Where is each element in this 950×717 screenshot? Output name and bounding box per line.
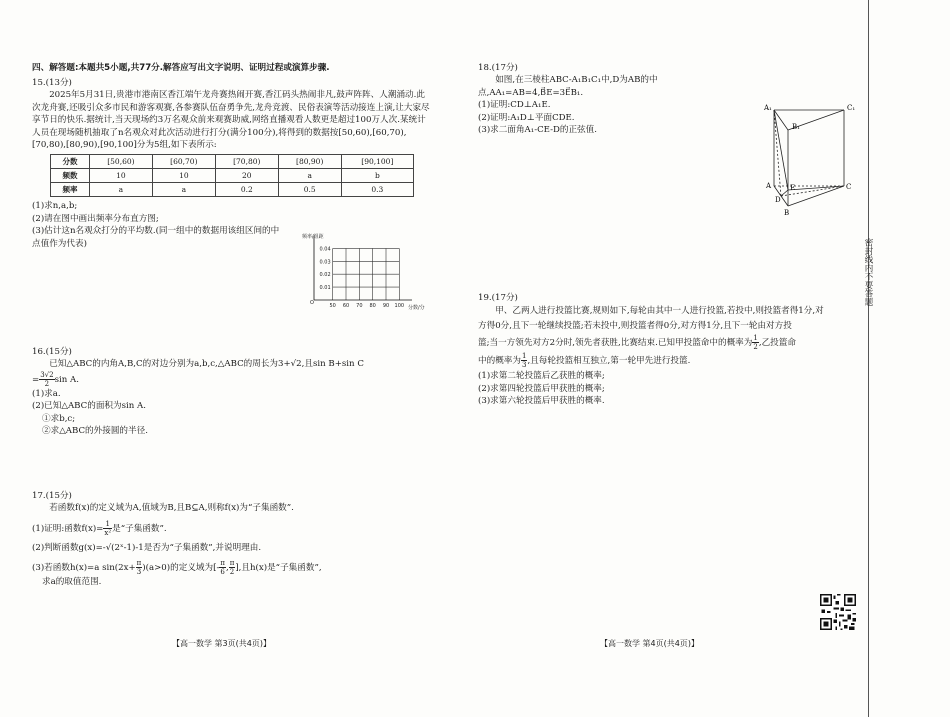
text: ,乙投篮命 [758,338,796,349]
label-b: B [784,209,790,217]
q17-sub2: (2)判断函数g(x)=-√(2ˣ-1)-1是否为“子集函数”,并说明理由. [32,542,262,553]
table-cell: 20 [215,169,278,183]
question-15 [32,77,432,253]
binding-text: 密封线内不要答题 [863,238,873,306]
q16-sub2b: ②求△ABC的外接圆的半径. [42,426,148,437]
line-a1-e [774,110,788,190]
q19-sub2: (2)求第四轮投篮后甲获胜的概率; [478,383,605,394]
line-a1-d [774,110,781,196]
q19-line3 [478,334,854,352]
q17-sub3 [32,559,432,576]
label-c1: C₁ [847,104,856,112]
y-tick-label: 0.01 [319,285,331,292]
table-cell: 10 [89,169,152,183]
x-tick-label: 90 [382,303,390,309]
q19-line4 [478,352,854,370]
q18-sub3: (3)求二面角A₁-CE-D的正弦值. [478,125,598,136]
qr-code-icon [820,594,856,630]
q15-sub2: (2)请在图中画出频率分布直方图; [32,213,159,224]
fraction [219,559,226,576]
numerator: π [136,559,142,568]
table-cell: 频率 [51,183,90,197]
question-17 [32,490,432,589]
fraction [103,520,112,537]
table-cell: [70,80) [215,155,278,169]
numerator: 1 [521,352,527,361]
q18-sub2: (2)证明:A₁D⊥平面CDE. [478,112,575,123]
q16-sub1: (1)求a. [32,388,61,399]
text: (3)若函数h(x)=a sin(2x+ [32,563,136,574]
q17-sub3-line2: 求a的取值范围. [42,577,102,588]
y-tick-label: 0.02 [319,272,331,279]
numerator: 3√2 [40,370,54,379]
x-tick-label: 70 [356,303,363,309]
q16-head: 16.(15分) [32,347,72,357]
text: , [225,563,229,574]
q16-line2 [32,371,432,388]
table-cell: 0.2 [215,183,278,197]
denominator: 2 [44,379,50,388]
denominator: 6 [220,568,225,577]
q17-head: 17.(15分) [32,491,72,501]
text: = [32,374,40,385]
table-cell: 频数 [51,169,90,183]
section-title: 四、解答题:本题共5小题,共77分.解答应写出文字说明、证明过程或演算步骤. [32,63,330,73]
table-cell: a [278,169,341,183]
denominator: 3 [521,361,527,370]
y-tick-label: 0.04 [319,246,331,253]
q17-sub1 [32,520,432,537]
frequency-table [50,154,414,197]
table-cell: [80,90) [278,155,341,169]
footer-left: 【高一数学 第3页(共4页)】 [172,639,271,648]
fraction [39,371,54,388]
label-a: A [766,182,772,190]
label-c: C [846,183,852,191]
table-cell: 0.5 [278,183,341,197]
text: 篮;当一方领先对方2分时,领先者获胜,比赛结束.已知甲投篮命中的概率为 [478,338,753,349]
x-axis-label: 分数/分 [408,305,425,311]
q19-head: 19.(17分) [478,293,518,303]
table-cell: 0.3 [341,183,413,197]
q15-body: 2025年5月31日,贵港市港南区香江端午龙舟赛热闹开赛,香江码头热闹非凡,鼓声阵阵、人潮涌动.此次龙舟赛,还吸引众多市民和游客观赛,各参赛队伍奋勇争先,龙舟竞渡、民俗表演等活动接连上演,让大家尽享节日的快乐.据统计,当天现场约3万名观众前来观赛助威,网络直播观看人数更是超过100万人次.某统计人员在现场随机抽取了n名观众对此次活动进行打分(满分100分),将得到的数据按[50,60),[60,70),[70,80),[80,90),[90,100]分为5组,如下表所示: [32,90,430,151]
table-cell: a [89,183,152,197]
q18-head: 18.(17分) [478,63,518,73]
q19-sub1: (1)求第二轮投篮后乙获胜的概率; [478,371,605,382]
q15-sub1: (1)求n,a,b; [32,201,78,212]
label-b1: B₁ [792,123,800,131]
y-axis-label: 频率/组距 [302,234,324,240]
denominator: 2 [753,343,758,352]
q19-line1: 甲、乙两人进行投篮比赛,规则如下,每轮由其中一人进行投篮,若投中,则投篮者得1分,对 [495,306,824,317]
table-cell: [50,60) [89,155,152,169]
footer-right: 【高一数学 第4页(共4页)】 [600,639,699,648]
label-d: D [775,196,781,204]
denominator: 2 [229,568,235,577]
line-d-e [781,190,788,196]
origin-label: O [310,300,314,306]
numerator: 1 [103,520,112,529]
label-a1: A₁ [764,104,772,112]
label-e: E [790,184,796,192]
prism-edges [774,110,844,206]
numerator: 1 [753,334,758,343]
q17-line1: 若函数f(x)的定义域为A,值域为B,且B⊆A,则称f(x)为“子集函数”. [49,503,294,514]
q16-sub2a: ①求b,c; [42,413,76,424]
text: 是“子集函数”. [112,523,167,534]
q19-line2: 方得0分,且下一轮继续投篮;若未投中,则投篮者得0分,对方得1分,且下一轮由对方投 [478,321,792,332]
text: )(a>0)的定义域为[- [142,563,220,574]
table-cell: a [152,183,215,197]
table-cell: b [341,169,413,183]
text: 中的概率为 [478,356,521,367]
histogram-grid [290,232,430,314]
q18-line1: 如图,在三棱柱ABC-A₁B₁C₁中,D为AB的中点,AA₁=AB=4,B⃗E=3E⃗B₁. [478,75,658,98]
table-header-row [51,155,414,169]
text: sin A. [54,374,79,385]
prism-figure [756,100,856,218]
denominator: 3 [136,568,142,577]
x-tick-label: 50 [329,303,336,309]
text: (1)证明:函数f(x)= [32,523,104,534]
y-tick-label: 0.03 [319,259,331,266]
q16-sub2: (2)已知△ABC的面积为sin A. [32,401,146,412]
x-tick-label: 60 [342,303,350,309]
question-19 [478,292,854,408]
binding-strip [863,0,889,717]
table-cell: 10 [152,169,215,183]
question-16 [32,346,432,437]
table-cell: [60,70) [152,155,215,169]
table-row [51,169,414,183]
numerator: π [229,559,235,568]
text: ,且每轮投篮相互独立,第一轮甲先进行投篮. [527,356,691,367]
q15-sub3: (3)估计这n名观众打分的平均数.(同一组中的数据用该组区间的中点值作为代表) [32,226,280,249]
numerator: π [220,559,225,568]
x-tick-label: 100 [394,303,405,309]
table-cell: 分数 [51,155,90,169]
denominator: x² [104,528,112,537]
q15-head: 15.(13分) [32,78,72,88]
q16-line1: 已知△ABC的内角A,B,C的对边分别为a,b,c,△ABC的周长为3+√2,且sin B+sin C [49,359,364,370]
page-fold [452,40,453,680]
q19-sub3: (3)求第六轮投篮后甲获胜的概率. [478,396,605,407]
table-row [51,183,414,197]
q18-sub1: (1)证明:CD⊥A₁E. [478,100,551,111]
text: ],且h(x)是“子集函数”, [235,563,322,574]
x-tick-label: 80 [369,303,376,309]
table-cell: [90,100] [341,155,413,169]
